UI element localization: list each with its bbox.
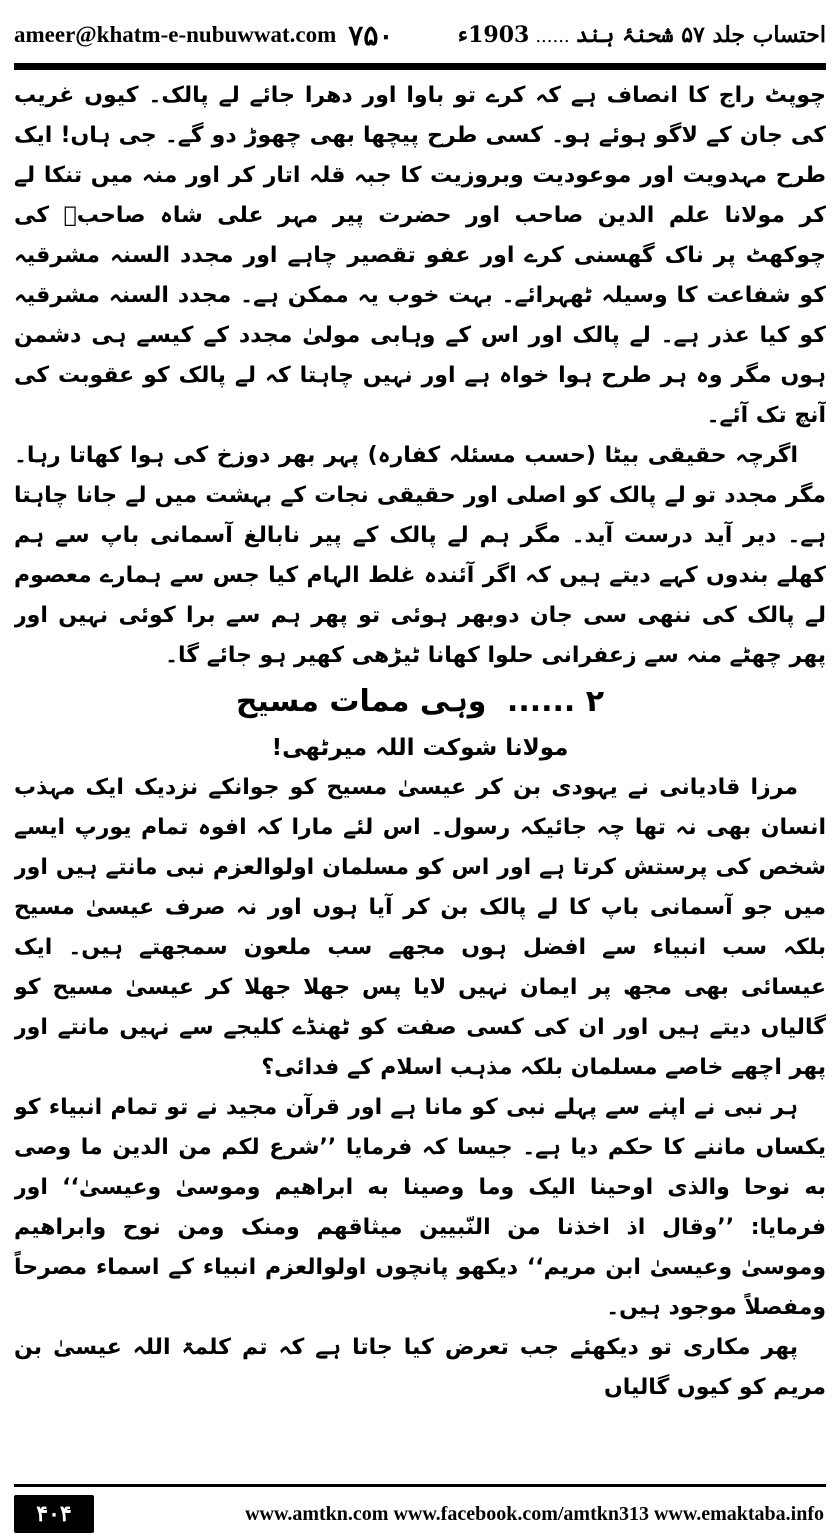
section-author: مولانا شوکت اللہ میرٹھی! <box>271 735 569 761</box>
page-header <box>14 8 826 62</box>
section-heading <box>14 678 826 726</box>
book-title-block <box>458 22 826 48</box>
book-title: احتساب جلد ۵۷ شحنۂ ہند <box>575 22 826 48</box>
paragraph-2: اگرچہ حقیقی بیٹا (حسب مسئلہ کفارہ) پہر بھر دوزخ کی ہوا کھاتا رہا۔ مگر مجدد تو لے پالک کو اصلی اور حقیقی نجات کے بہشت میں لے جانا چاہتا ہے۔ دیر آید درست آید۔ مگر ہم لے پالک کے پیر نابالغ آسمانی باپ سے ہم کھلے بندوں کہے دیتے ہیں کہ اگر آئندہ غلط الہام کیا جس سے ہمارے معصوم لے پالک کی ننھی سی جان دوبھر ہوئی تو پھر ہم سے برا کوئی نہیں اور پھر چھٹے منہ سے زعفرانی حلوا کھانا ٹیڑھی کھیر ہو جائے گا۔ <box>14 443 826 668</box>
page-body <box>14 76 826 1471</box>
header-page-number: ۷۵۰ <box>348 18 394 52</box>
header-rule <box>14 63 826 70</box>
page-footer <box>14 1492 826 1536</box>
header-left-block <box>14 19 393 52</box>
section-title: وہی ممات مسیح <box>235 684 487 719</box>
paragraph-3: مرزا قادیانی نے یہودی بن کر عیسیٰ مسیح کو جوانکے نزدیک ایک مہذب انسان بھی نہ تھا چہ جائیکہ رسول۔ اس لئے مارا کہ افوہ تمام یورپ ایسے شخص کی پرستش کرتا ہے اور اس کو مسلمان اولوالعزم نبی مانتے ہیں اور میں جو آسمانی باپ کا لے پالک بن کر آیا ہوں اور نہ صرف عیسیٰ مسیح بلکہ سب انبیاء سے افضل ہوں مجھے سب ملعون سمجھتے ہیں۔ ایک عیسائی بھی مجھ پر ایمان نہیں لایا پس جھلا جھلا کر عیسیٰ مسیح کو گالیاں دیتے ہیں اور ان کی کسی صفت کو ٹھنڈے کلیجے سے نہیں مانتے اور پھر اچھے خاصے مسلمان بلکہ مذہب اسلام کے فدائی؟ <box>14 775 826 1080</box>
paragraph-1: چوپٹ راج کا انصاف ہے کہ کرے تو باوا اور دھرا جائے لے پالک۔ کیوں غریب کی جان کے لاگو ہوئے ہو۔ کسی طرح پیچھا بھی چھوڑ دو گے۔ جی ہاں! ایک طرح مہدویت اور موعودیت وبروزیت کا جبہ قلہ اتار کر اور منہ میں تنکا لے کر مولانا علم الدین صاحب اور حضرت پیر مہر علی شاہ صاحبؒ کی چوکھٹ پر ناک گھسنی کرے اور عفو تقصیر چاہے اور مجدد السنہ مشرقیہ کو شفاعت کا وسیلہ ٹھہرائے۔ بہت خوب یہ ممکن ہے۔ مجدد السنہ مشرقیہ کو کیا عذر ہے۔ لے پالک اور اس کے وہابی مولیٰ مجدد کے کیسے ہی دشمن ہوں مگر وہ ہر طرح ہوا خواہ ہے اور نہیں چاہتا کہ لے پالک کو عقوبت کی آنچ تک آئے۔ <box>14 83 826 428</box>
footer-links[interactable]: www.amtkn.com www.facebook.com/amtkn313 www.emaktaba.info <box>245 1502 824 1525</box>
title-separator: ...... <box>535 26 570 47</box>
section-number: ۲ ...... <box>506 684 605 719</box>
footer-rule <box>14 1484 826 1487</box>
publication-year: 1903ء <box>457 22 530 48</box>
footer-page-number: ۴۰۴ <box>14 1495 94 1533</box>
paragraph-5: پھر مکاری تو دیکھئے جب تعرض کیا جاتا ہے کہ تم کلمۃ اللہ عیسیٰ بن مریم کو کیوں گالیاں <box>14 1335 826 1400</box>
contact-email[interactable]: ameer@khatm-e-nubuwwat.com <box>14 22 337 47</box>
paragraph-4: ہر نبی نے اپنے سے پہلے نبی کو مانا ہے اور قرآن مجید نے تو تمام انبیاء کو یکساں ماننے کا حکم دیا ہے۔ جیسا کہ فرمایا ’’شرع لکم من الدین ما وصی به نوحا والذی اوحینا الیک وما وصینا به ابراهیم وموسیٰ وعیسیٰ‘‘ اور فرمایا: ’’وقال اذ اخذنا من النّبیین میثاقهم ومنک ومن نوح وابراهیم وموسیٰ وعیسیٰ ابن مریم‘‘ دیکھو پانچوں اولوالعزم انبیاء کے اسماء مصرحاً ومفصلاً موجود ہیں۔ <box>14 1095 826 1320</box>
